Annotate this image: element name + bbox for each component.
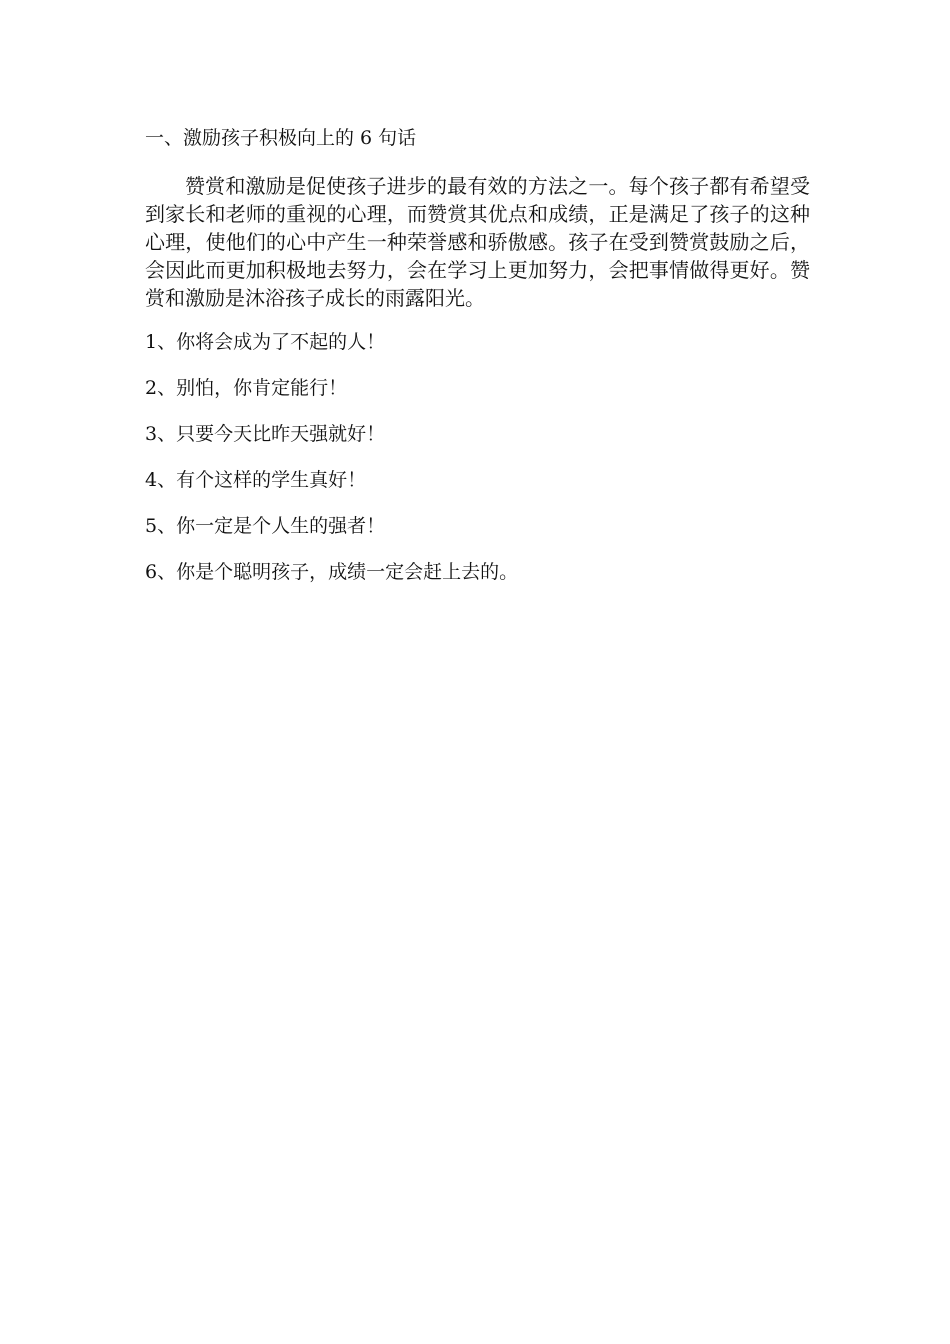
- list-item: 1、你将会成为了不起的人！: [145, 331, 386, 353]
- list-item: 2、别怕，你肯定能行！: [145, 377, 348, 399]
- section-heading: 一、激励孩子积极向上的 6 句话: [145, 127, 417, 149]
- phrase-list: [145, 328, 810, 586]
- list-item: 6、你是个聪明孩子，成绩一定会赶上去的。: [145, 561, 519, 583]
- list-item: 3、只要今天比昨天强就好！: [145, 423, 386, 445]
- list-item: 4、有个这样的学生真好！: [145, 469, 367, 491]
- document-body: [145, 124, 810, 604]
- list-item: 5、你一定是个人生的强者！: [145, 515, 386, 537]
- intro-paragraph: 赞赏和激励是促使孩子进步的最有效的方法之一。每个孩子都有希望受到家长和老师的重视的心理，而赞赏其优点和成绩，正是满足了孩子的这种心理，使他们的心中产生一种荣誉感和骄傲感。孩子在受到赞赏鼓励之后，会因此而更加积极地去努力，会在学习上更加努力，会把事情做得更好。赞赏和激励是沐浴孩子成长的雨露阳光。: [145, 174, 810, 310]
